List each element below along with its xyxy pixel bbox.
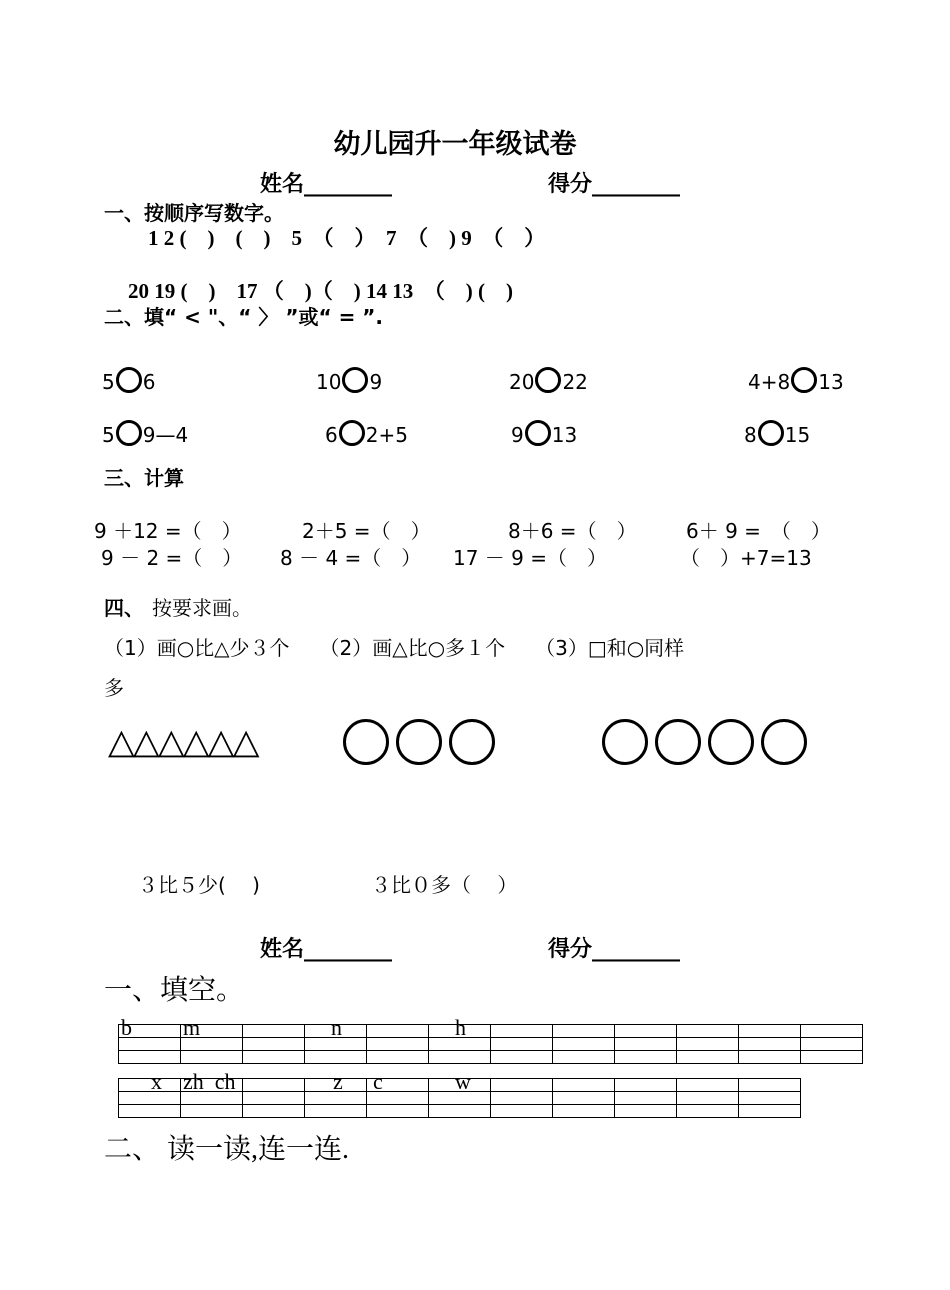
drawing-instructions-cont: 多 — [104, 676, 124, 700]
pinyin-cell[interactable]: zh ch — [181, 1079, 243, 1092]
pinyin-cell[interactable] — [243, 1079, 305, 1092]
section-4-heading: 四、 按要求画。 — [104, 596, 252, 620]
sequence-row-1: 1 2 ( ) ( ) 5 （ ） 7 （ ) 9 （ ） — [148, 226, 546, 250]
pinyin-cell[interactable] — [491, 1079, 553, 1092]
fill-blank-heading: 一、填空。 — [104, 975, 245, 1006]
circle-shape — [343, 719, 389, 765]
pinyin-grid-2 — [118, 1069, 801, 1118]
pinyin-cell[interactable]: b — [119, 1025, 181, 1038]
compare-item: 10 9 — [316, 367, 382, 394]
drawing-instructions: （1）画○比△少３个 （2）画△比○多１个 （3）□和○同样 — [104, 636, 685, 660]
pinyin-cell[interactable] — [491, 1025, 553, 1038]
section-2-heading: 二、填“ < "、“ 〉 ”或“ = ”. — [104, 305, 384, 329]
pinyin-cell[interactable] — [677, 1079, 739, 1092]
compare-item: 6 2+5 — [325, 420, 408, 447]
section-3-heading: 三、计算 — [104, 466, 184, 490]
read-connect-heading: 二、 读一读,连一连. — [104, 1134, 350, 1165]
answer-circle[interactable] — [791, 367, 817, 393]
calc-item: 9 － 2 =（ ） — [101, 546, 243, 570]
pinyin-cell[interactable] — [367, 1025, 429, 1038]
score-field-2: 得分________ — [548, 937, 681, 962]
compare-item: 4+8 13 — [748, 367, 844, 394]
compare-item: 8 15 — [744, 420, 810, 447]
compare-item: 5 6 — [102, 367, 155, 394]
pinyin-cell[interactable]: z — [305, 1079, 367, 1092]
pinyin-cell[interactable] — [243, 1025, 305, 1038]
compare-item: 20 22 — [509, 367, 588, 394]
pinyin-cell[interactable] — [739, 1079, 801, 1092]
pinyin-cell[interactable] — [553, 1025, 615, 1038]
pinyin-cell[interactable] — [739, 1025, 801, 1038]
pinyin-cell[interactable] — [801, 1025, 863, 1038]
answer-circle[interactable] — [525, 420, 551, 446]
calc-item: 6＋ 9 = （ ） — [686, 519, 831, 543]
pinyin-cell[interactable]: h — [429, 1025, 491, 1038]
calc-item: 8＋6 =（ ） — [508, 519, 637, 543]
name-field-2: 姓名________ — [260, 937, 393, 962]
answer-circle[interactable] — [535, 367, 561, 393]
page-title: 幼儿园升一年级试卷 — [333, 129, 577, 160]
calc-item: 2＋5 =（ ） — [302, 519, 431, 543]
calc-item: （ ）+7=13 — [680, 546, 812, 570]
circle-shape — [708, 719, 754, 765]
compare-item: 5 9—4 — [102, 420, 188, 447]
calc-item: 17 － 9 =（ ） — [453, 546, 608, 570]
compare-item: 9 13 — [511, 420, 577, 447]
pinyin-cell[interactable]: x — [119, 1079, 181, 1092]
answer-circle[interactable] — [116, 367, 142, 393]
circle-shape — [655, 719, 701, 765]
answer-circle[interactable] — [342, 367, 368, 393]
name-field: 姓名________ — [260, 172, 393, 197]
pinyin-cell[interactable]: m — [181, 1025, 243, 1038]
pinyin-cell[interactable]: n — [305, 1025, 367, 1038]
triangle-row: △△△△△△ — [108, 722, 258, 762]
answer-circle[interactable] — [758, 420, 784, 446]
calc-item: 8 － 4 =（ ） — [280, 546, 422, 570]
answer-circle[interactable] — [116, 420, 142, 446]
pinyin-cell[interactable]: c — [367, 1079, 429, 1092]
circle-shape — [449, 719, 495, 765]
pinyin-cell[interactable]: w — [429, 1079, 491, 1092]
circle-shape — [602, 719, 648, 765]
section-1-heading: 一、按顺序写数字。 — [104, 201, 284, 225]
pinyin-grid-1 — [118, 1015, 863, 1064]
circle-shape — [761, 719, 807, 765]
sequence-row-2: 20 19 ( ) 17 （ )（ ) 14 13 （ ) ( ) — [128, 279, 513, 303]
question-1: ３比５少( ) — [138, 873, 260, 897]
pinyin-cell[interactable] — [553, 1079, 615, 1092]
answer-circle[interactable] — [339, 420, 365, 446]
pinyin-cell[interactable] — [615, 1025, 677, 1038]
pinyin-cell[interactable] — [677, 1025, 739, 1038]
pinyin-cell[interactable] — [615, 1079, 677, 1092]
score-field: 得分________ — [548, 172, 681, 197]
question-2: ３比０多（ ） — [371, 873, 518, 897]
calc-item: 9 ＋12 =（ ） — [94, 519, 242, 543]
circle-shape — [396, 719, 442, 765]
